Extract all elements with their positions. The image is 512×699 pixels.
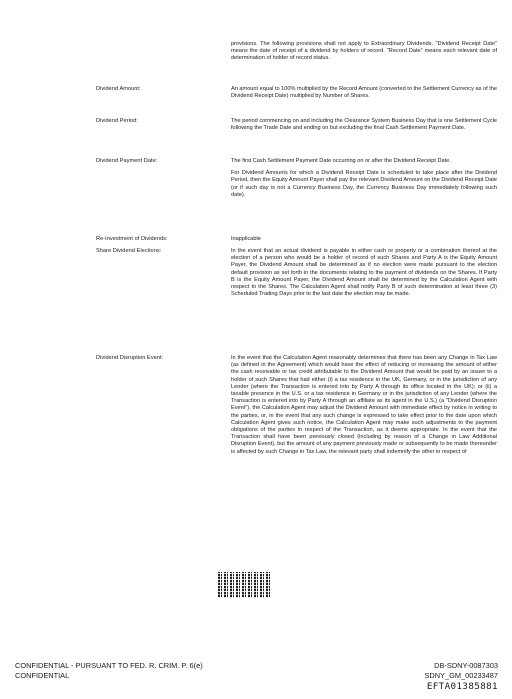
definition-paragraph: In the event that an actual dividend is payable in either cash or property or a combination thereof at the election of a person who would be a holder of record of such Shares and Party A is the Equity Amount Payer, the Dividend Amount shall be determined as if no election were made pursuant to the election default provision as set forth in the documents relating to the payment of dividends on the Shares. If Party B is the Equity Amount Payer, the Dividend Amount shall be determined by the Calculation Agent with respect to the Shares. The Calculation Agent shall notify Party B of such determination at least three (3) Scheduled Trading Days prior to the last date the election may be made.	[231, 248, 497, 298]
definition-term: Share Dividend Elections:	[96, 248, 162, 254]
definition-term: Dividend Period:	[96, 118, 138, 124]
definition-text	[231, 236, 497, 243]
bates-number-db: DB-SDNY-0087303	[434, 661, 498, 670]
definition-paragraph: provisions. The following provisions shall not apply to Extraordinary Dividends. "Dividend Receipt Date" means the date of receipt of a dividend by holders of record. "Record Date" means each relevant date of determination of holder of record status.	[231, 41, 497, 62]
definition-text	[231, 41, 497, 63]
definition-paragraph: An amount equal to 100% multiplied by the Record Amount (converted to the Settlement Currency as of the Dividend Receipt Date) multiplied by Number of Shares.	[231, 86, 497, 100]
definition-paragraph: The first Cash Settlement Payment Date occurring on or after the Dividend Receipt Date.	[231, 158, 451, 164]
footer-bates-numbers	[424, 661, 498, 692]
definition-paragraph: The period commencing on and including the Clearance System Business Day that is one Settlement Cycle following the Trade Date and ending on but excluding the final Cash Settlement Payment Date.	[231, 118, 497, 132]
definition-paragraph: In the event that the Calculation Agent reasonably determines that there has been any Change in Tax Law (as defined in the Agreement) which would have the effect of reducing or increasing the amount of either the cash receivable or tax credit attributable to the Dividend Amount that would be paid by an issuer to a holder of such Shares that had either (i) a tax residence in the UK, Germany, or in the jurisdiction of any Lender (where the Transaction is entered into by Party A through its office located in the UK); or (ii) a taxable presence in the U.S. or a tax residence in Germany or in the jurisdiction of any Lender (where the Transaction is entered into by Party A through an affiliate as its agent in the U.S.) (a "Dividend Disruption Event"), the Calculation Agent may adjust the Dividend Amount with immediate effect by notice in writing to the parties, or, in the event that any such change is expressed to take effect prior to the date upon which Calculation Agent gives such notice, the Calculation Agent may make such adjustments to the payment obligations of the parties in respect of the Transaction, as it deems appropriate. In the event that the Transaction shall have been previously closed (including by reason of a Change in Law Additional Disruption Event), but the amount of any payment previously made or subsequently to be made thereunder is affected by such Change in Tax Law, the relevant party shall indemnify the other in respect of	[231, 355, 497, 455]
definition-text	[231, 118, 497, 132]
definition-term: Dividend Disruption Event:	[96, 355, 164, 361]
definition-text	[231, 86, 497, 100]
bates-number-efta: EFTA01385881	[426, 681, 498, 692]
definition-text	[231, 355, 497, 456]
barcode-stamp	[218, 572, 272, 598]
definition-paragraph: For Dividend Amounts for which a Dividend Receipt Date is scheduled to take place after the Dividend Period, then the Equity Amount Payer shall pay the relevant Dividend Amount on the Dividend Receipt Date (or if such day is not a Currency Business Day, the Currency Business Day immediately following such date).	[231, 170, 497, 198]
definition-text	[231, 248, 497, 298]
definition-paragraph: Inapplicable	[231, 236, 261, 242]
definition-term: Dividend Amount:	[96, 86, 141, 92]
footer-confidential-label: CONFIDENTIAL	[15, 671, 70, 680]
footer-confidentiality	[15, 661, 203, 681]
definition-text	[231, 158, 497, 199]
definition-term: Re-Investment of Dividends:	[96, 236, 168, 242]
bates-number-sdny: SDNY_GM_00233487	[424, 671, 498, 680]
footer-legend: CONFIDENTIAL - PURSUANT TO FED. R. CRIM. P. 6(e)	[15, 661, 203, 670]
definition-term: Dividend Payment Date:	[96, 158, 158, 164]
